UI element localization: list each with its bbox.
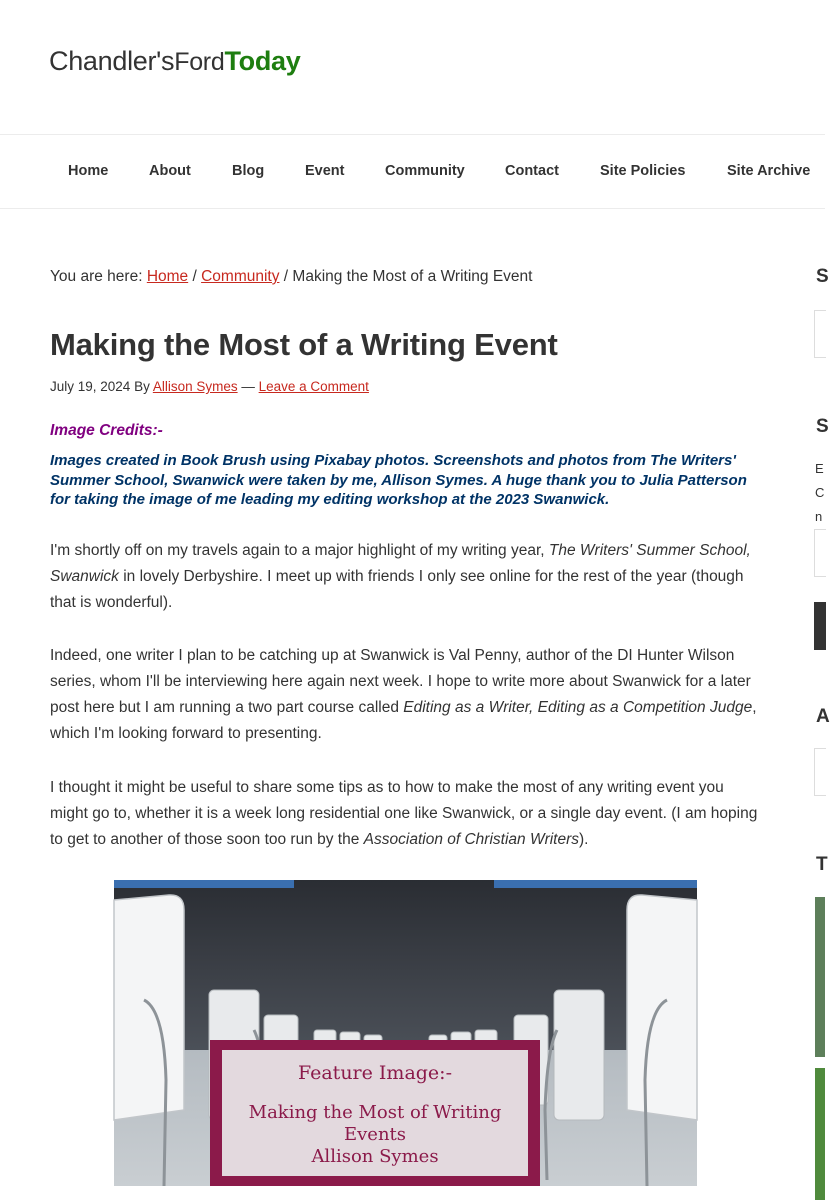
paragraph-2-text-a: Indeed, one writer I plan to be catching up at Swanwick is Val Penny, author of the DI Hunter Wilson series, whom I'll be interviewing here again next week. I hope to write more about Swanwick for a later post here but I am running a two part course called <box>50 647 751 716</box>
sidebar-heading-2: S <box>816 416 829 437</box>
paragraph-2-text-b: , which I'm looking forward to presenting. <box>50 699 757 742</box>
breadcrumb-separator: / <box>279 268 293 285</box>
nav-about[interactable]: About <box>149 163 191 179</box>
post-meta <box>50 379 369 394</box>
site-header <box>0 0 825 135</box>
sidebar-search-input[interactable] <box>814 310 826 358</box>
nav-event[interactable]: Event <box>305 163 345 179</box>
nav-site-archive[interactable]: Site Archive <box>727 163 811 179</box>
image-credits-text: Images created in Book Brush using Pixabay photos. Screenshots and photos from The Writers' Summer School, Swanwick were taken by me, Allison Symes. A huge thank you to Julia Patterson for taking the image of me leading my editing workshop at the 2023 Swanwick. <box>50 452 747 508</box>
sidebar-archive-select[interactable] <box>814 748 826 796</box>
paragraph-1-text-a: I'm shortly off on my travels again to a major highlight of my writing year, <box>50 542 549 559</box>
post-by: By <box>130 379 153 394</box>
post-title: Making the Most of a Writing Event <box>50 327 558 362</box>
post-author-link[interactable]: Allison Symes <box>152 379 238 394</box>
sidebar-image-2[interactable] <box>815 1068 825 1200</box>
nav-contact[interactable]: Contact <box>505 163 559 179</box>
sidebar-text-2: C <box>815 485 825 500</box>
paragraph-3-emphasis: Association of Christian Writers <box>363 831 580 848</box>
logo-part-ford: Ford <box>174 48 225 76</box>
feature-caption-line-3: Allison Symes <box>311 1146 439 1167</box>
feature-caption-line-1: Feature Image:- <box>297 1062 453 1084</box>
paragraph-3-text-a: I thought it might be useful to share some tips as to how to make the most of any writing event you might go to, whether it is a week long residential one like Swanwick, or a single day event. (I am hoping to get to another of those soon too run by the <box>50 779 758 848</box>
feature-image <box>114 880 697 1186</box>
paragraph-2-emphasis: Editing as a Writer, Editing as a Competition Judge <box>403 699 753 716</box>
sidebar-email-input[interactable] <box>814 529 826 577</box>
paragraph-1-emphasis: The Writers' Summer School, Swanwick <box>50 542 751 585</box>
breadcrumb <box>50 268 532 286</box>
breadcrumb-current: Making the Most of a Writing Event <box>292 268 533 285</box>
feature-image-caption <box>222 1060 528 1168</box>
post-date: July 19, 2024 <box>50 379 131 394</box>
paragraph-1-text-b: in lovely Derbyshire. I meet up with friends I only see online for the rest of the year (though that is wonderful). <box>50 568 744 611</box>
breadcrumb-separator: / <box>188 268 202 285</box>
post-meta-dash: — <box>237 379 259 394</box>
nav-home[interactable]: Home <box>68 163 109 179</box>
logo-part-today: Today <box>224 46 301 76</box>
sidebar-heading-4: T <box>816 854 828 875</box>
paragraph-1 <box>50 538 762 616</box>
logo-part-chandlers: Chandler's <box>49 46 175 76</box>
paragraph-3 <box>50 775 762 853</box>
paragraph-2 <box>50 643 762 747</box>
main-nav <box>0 135 825 209</box>
nav-community[interactable]: Community <box>385 163 465 179</box>
sidebar-subscribe-button[interactable] <box>814 602 826 650</box>
breadcrumb-home-link[interactable]: Home <box>146 268 189 285</box>
leave-comment-link[interactable]: Leave a Comment <box>258 379 369 394</box>
site-logo[interactable] <box>49 46 300 77</box>
image-credits-heading: Image Credits:- <box>50 422 163 439</box>
feature-caption-line-2: Making the Most of Writing Events <box>248 1102 502 1145</box>
nav-site-policies[interactable]: Site Policies <box>600 163 686 179</box>
breadcrumb-community-link[interactable]: Community <box>201 268 280 285</box>
sidebar-heading-1: S <box>816 266 829 287</box>
paragraph-3-text-b: ). <box>579 831 589 848</box>
nav-blog[interactable]: Blog <box>232 163 265 179</box>
sidebar-heading-3: A <box>816 706 830 727</box>
sidebar-text-3: n <box>815 509 823 524</box>
sidebar-text-1: E <box>815 461 824 476</box>
sidebar-image-1[interactable] <box>815 897 825 1057</box>
breadcrumb-prefix: You are here: <box>50 268 147 285</box>
